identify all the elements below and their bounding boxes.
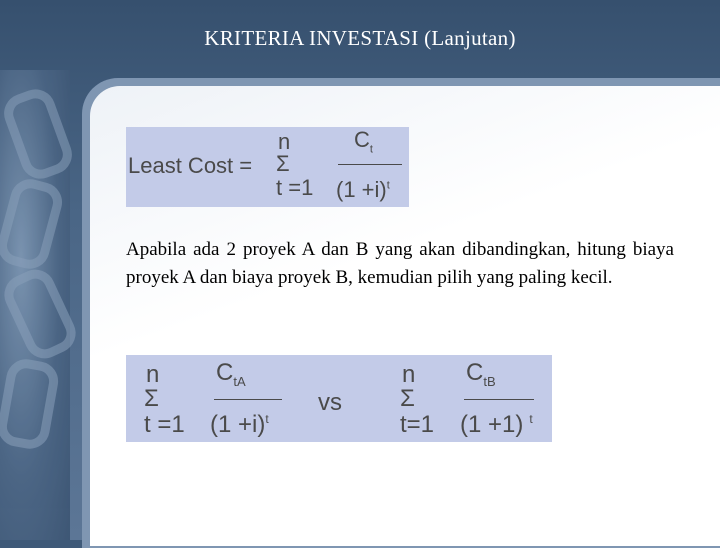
sum-lower-limit: t=1 <box>400 411 435 438</box>
project-a-numerator <box>216 359 246 389</box>
denominator-base: (1 +1) <box>460 411 524 438</box>
comparison-formula <box>126 355 552 442</box>
sum-lower-limit: t =1 <box>276 175 314 200</box>
denominator-base: (1 +i) <box>210 411 266 438</box>
versus-label: vs <box>318 389 342 416</box>
denominator-exponent: t <box>529 412 533 426</box>
sigma-symbol: Σ <box>400 385 415 412</box>
numerator-symbol: C <box>216 359 234 386</box>
denominator-base: (1 +i) <box>336 177 387 202</box>
explanation-paragraph: Apabila ada 2 proyek A dan B yang akan dibandingkan, hitung biaya proyek A dan biaya proyek B, kemudian pilih yang paling kecil. <box>126 239 674 288</box>
project-b-numerator <box>466 359 496 389</box>
chain-link-decoration <box>0 263 82 365</box>
chain-decoration <box>0 70 70 540</box>
sigma-symbol: Σ <box>276 151 290 176</box>
formula-lhs: Least Cost = <box>128 153 253 178</box>
denominator-exponent: t <box>265 412 269 426</box>
sum-upper-limit: n <box>146 361 160 388</box>
fraction-bar <box>338 164 402 165</box>
denominator <box>336 177 390 203</box>
sum-upper-limit: n <box>402 361 416 388</box>
numerator-symbol: C <box>354 127 370 152</box>
numerator-subscript: tB <box>483 373 496 389</box>
least-cost-formula <box>126 127 409 207</box>
chain-link-decoration <box>0 84 77 184</box>
denominator-exponent: t <box>386 179 390 192</box>
numerator-subscript: t <box>369 143 373 156</box>
sum-upper-limit: n <box>278 129 291 154</box>
numerator-subscript: tA <box>233 373 246 389</box>
fraction-bar <box>464 399 534 400</box>
project-b-denominator <box>460 411 533 439</box>
chain-link-decoration <box>0 356 61 452</box>
numerator <box>354 127 373 155</box>
sum-lower-limit: t =1 <box>144 411 185 438</box>
fraction-bar <box>214 399 282 400</box>
numerator-symbol: C <box>466 359 484 386</box>
chain-link-decoration <box>0 175 67 273</box>
project-a-denominator <box>210 411 269 439</box>
slide-title: KRITERIA INVESTASI (Lanjutan) <box>204 26 516 50</box>
sigma-symbol: Σ <box>144 385 159 412</box>
